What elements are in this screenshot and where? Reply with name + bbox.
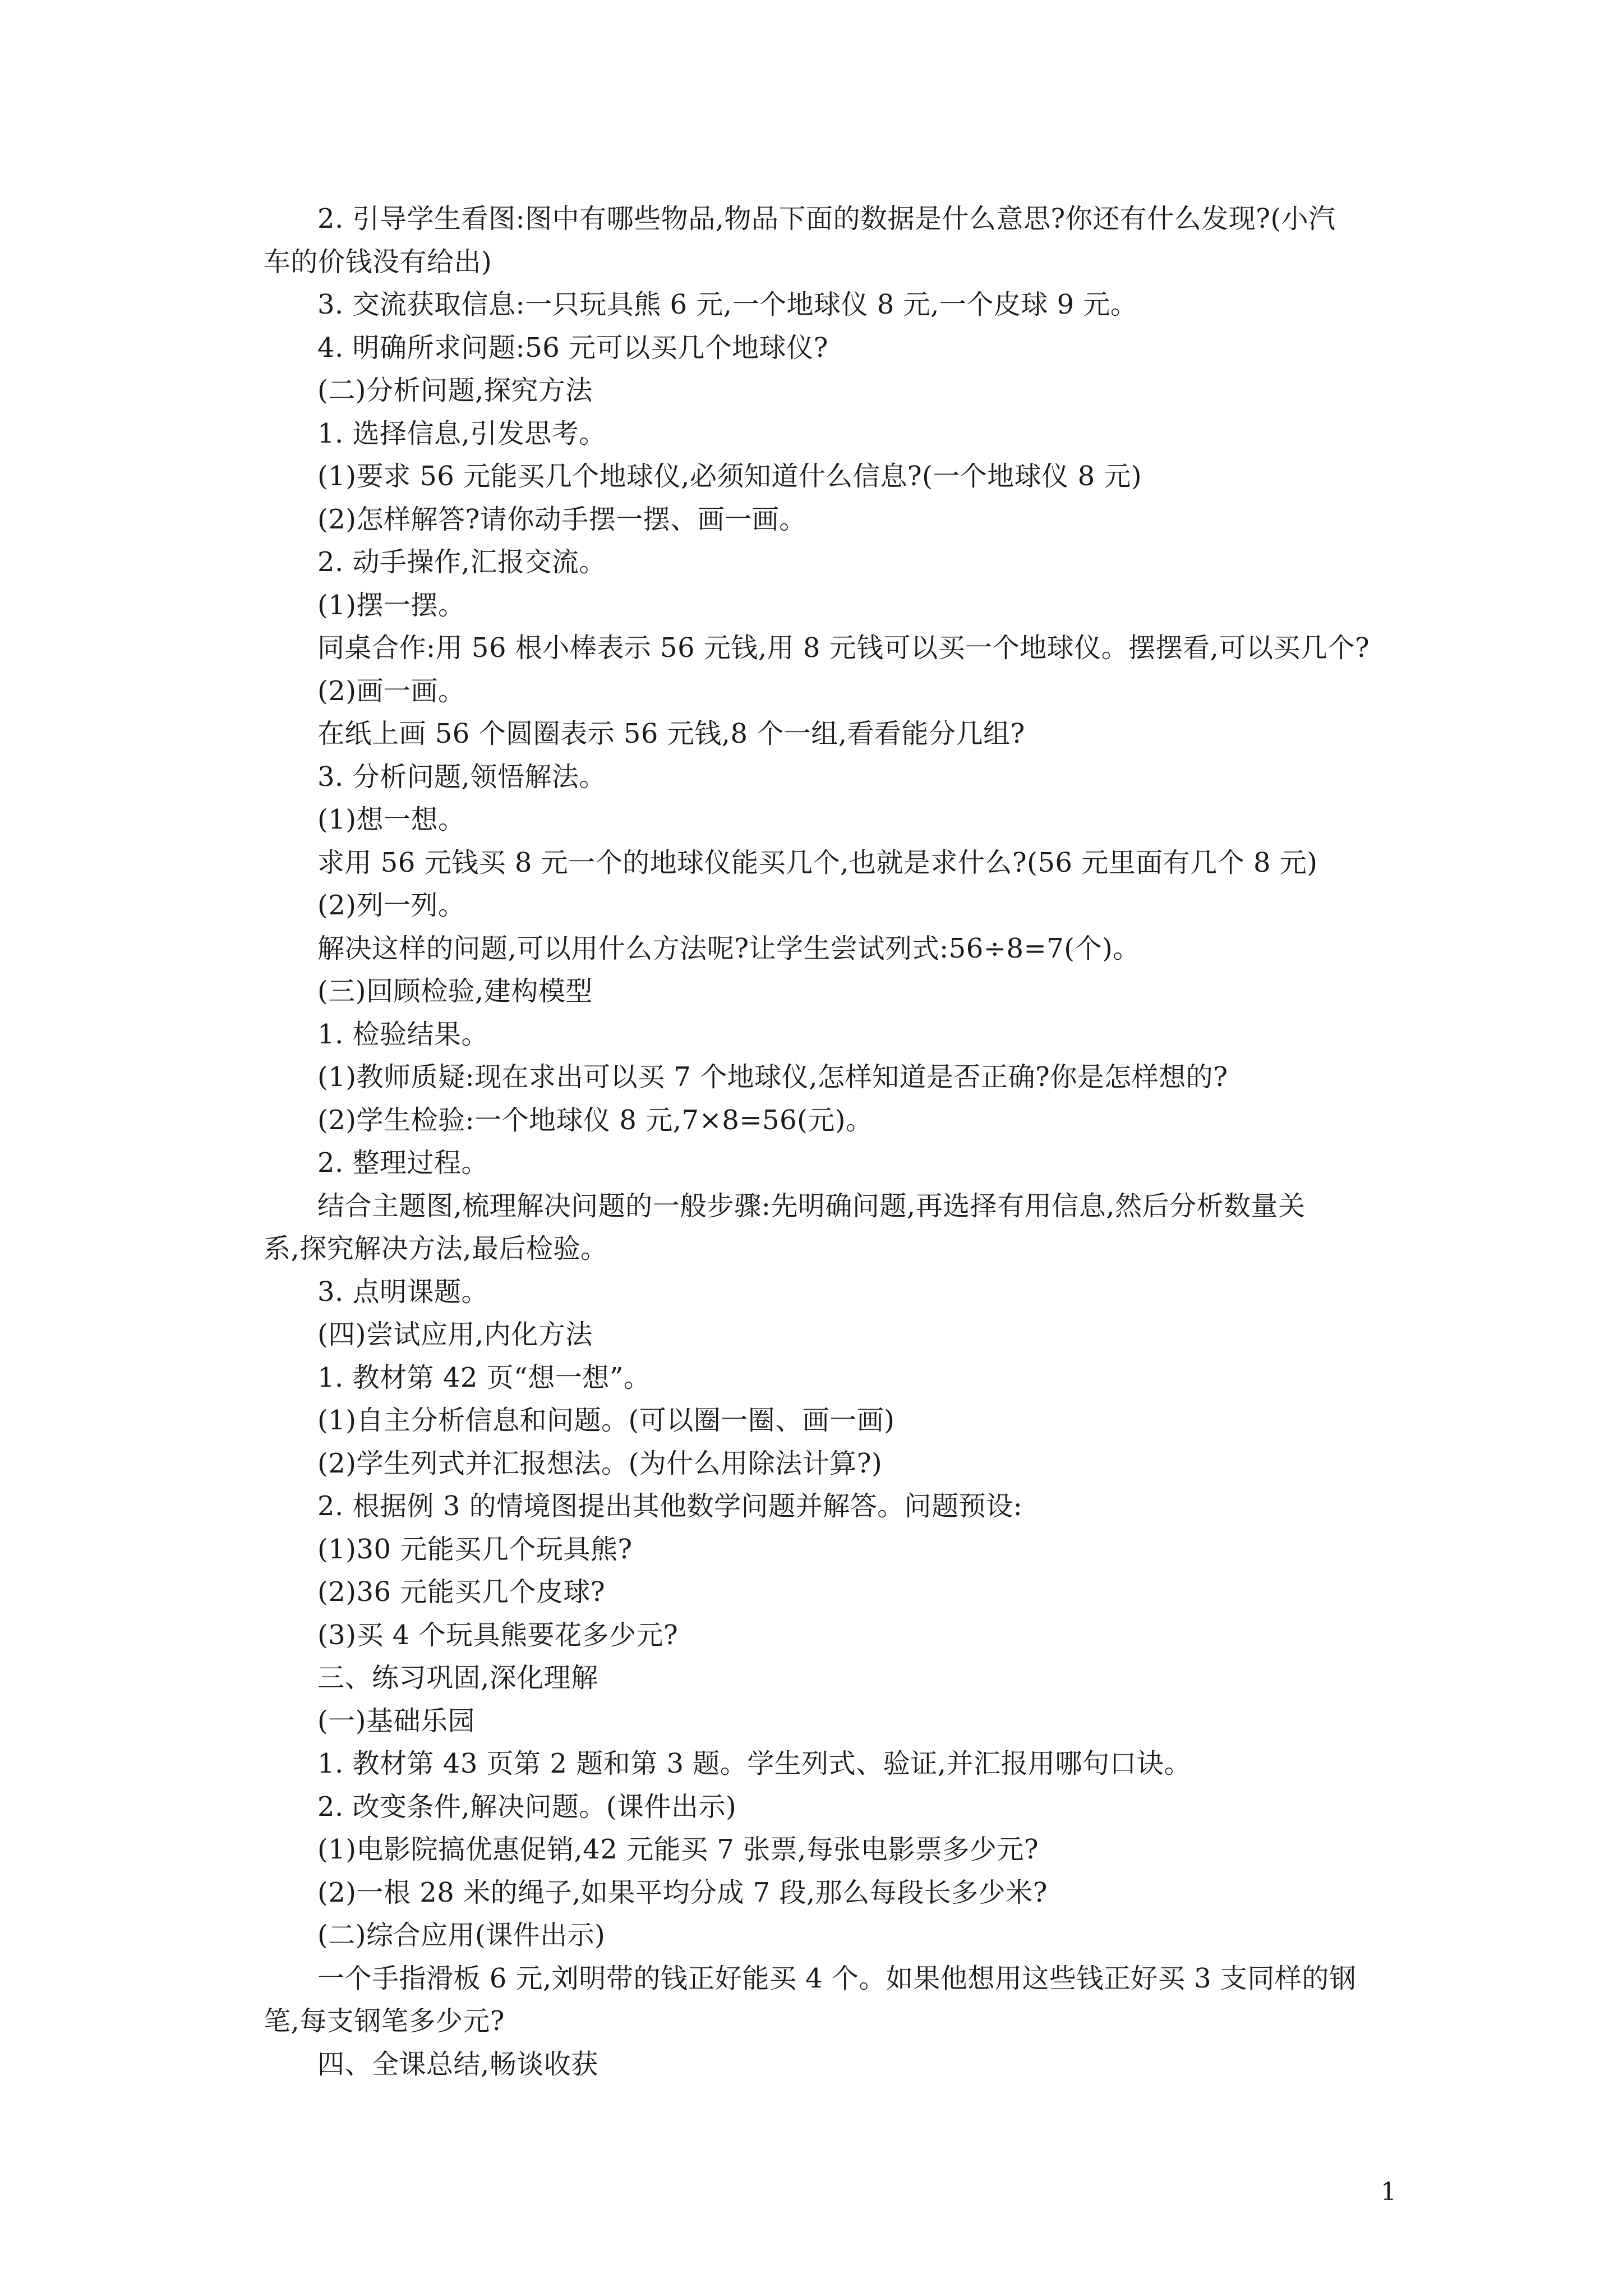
text-line: (一)基础乐园	[317, 1705, 475, 1737]
text-line: 2. 引导学生看图:图中有哪些物品,物品下面的数据是什么意思?你还有什么发现?(小汽	[317, 203, 1336, 234]
text-line: (2)36 元能买几个皮球?	[317, 1576, 606, 1608]
text-line: 四、全课总结,畅谈收获	[317, 2048, 598, 2080]
text-line: (2)学生检验:一个地球仪 8 元,7×8=56(元)。	[317, 1104, 873, 1136]
text-line: 2. 根据例 3 的情境图提出其他数学问题并解答。问题预设:	[317, 1490, 1023, 1522]
text-line: (1)要求 56 元能买几个地球仪,必须知道什么信息?(一个地球仪 8 元)	[317, 461, 1142, 492]
text-line: (3)买 4 个玩具熊要花多少元?	[317, 1619, 679, 1651]
text-line: (1)30 元能买几个玩具熊?	[317, 1533, 633, 1565]
text-line: 1. 教材第 42 页“想一想”。	[317, 1361, 651, 1393]
text-line: (2)怎样解答?请你动手摆一摆、画一画。	[317, 503, 806, 535]
text-line: (2)一根 28 米的绳子,如果平均分成 7 段,那么每段长多少米?	[317, 1876, 1048, 1908]
text-line: (2)画一画。	[317, 675, 465, 707]
text-line: 同桌合作:用 56 根小棒表示 56 元钱,用 8 元钱可以买一个地球仪。摆摆看,可以买几个?	[317, 632, 1370, 664]
text-line: 2. 整理过程。	[317, 1147, 489, 1179]
text-line: (四)尝试应用,内化方法	[317, 1319, 593, 1350]
text-line: 求用 56 元钱买 8 元一个的地球仪能买几个,也就是求什么?(56 元里面有几个 8 元)	[317, 846, 1318, 878]
text-line: (三)回顾检验,建构模型	[317, 976, 593, 1007]
text-line: 一个手指滑板 6 元,刘明带的钱正好能买 4 个。如果他想用这些钱正好买 3 支同样的钢	[317, 1962, 1357, 1994]
text-line: 2. 动手操作,汇报交流。	[317, 546, 606, 578]
text-line: (1)电影院搞优惠促销,42 元能买 7 张票,每张电影票多少元?	[317, 1834, 1039, 1865]
text-line: 三、练习巩固,深化理解	[317, 1662, 598, 1694]
text-line: (1)自主分析信息和问题。(可以圈一圈、画一画)	[317, 1405, 895, 1436]
text-line: 1. 检验结果。	[317, 1018, 489, 1050]
text-line: 3. 交流获取信息:一只玩具熊 6 元,一个地球仪 8 元,一个皮球 9 元。	[317, 289, 1138, 320]
text-line: 1. 教材第 43 页第 2 题和第 3 题。学生列式、验证,并汇报用哪句口诀。	[317, 1748, 1192, 1779]
text-line: (1)想一想。	[317, 804, 465, 835]
text-line: 结合主题图,梳理解决问题的一般步骤:先明确问题,再选择有用信息,然后分析数量关	[317, 1190, 1306, 1222]
document-body	[264, 197, 1391, 2086]
text-line: 1. 选择信息,引发思考。	[317, 417, 606, 449]
text-line: 系,探究解决方法,最后检验。	[264, 1233, 608, 1264]
text-line: (2)学生列式并汇报想法。(为什么用除法计算?)	[317, 1447, 883, 1479]
text-line: (1)教师质疑:现在求出可以买 7 个地球仪,怎样知道是否正确?你是怎样想的?	[317, 1061, 1228, 1093]
text-line: 笔,每支钢笔多少元?	[264, 2005, 505, 2037]
text-line: (1)摆一摆。	[317, 589, 465, 621]
text-line: 3. 点明课题。	[317, 1276, 489, 1308]
text-line: 车的价钱没有给出)	[264, 246, 492, 278]
text-line: 3. 分析问题,领悟解法。	[317, 761, 606, 793]
text-line: 解决这样的问题,可以用什么方法呢?让学生尝试列式:56÷8=7(个)。	[317, 932, 1140, 964]
text-line: 在纸上画 56 个圆圈表示 56 元钱,8 个一组,看看能分几组?	[317, 718, 1025, 749]
text-line: (2)列一列。	[317, 890, 465, 921]
text-line: 2. 改变条件,解决问题。(课件出示)	[317, 1791, 737, 1823]
text-line: 4. 明确所求问题:56 元可以买几个地球仪?	[317, 332, 828, 364]
text-line: (二)分析问题,探究方法	[317, 375, 593, 406]
page-number: 1	[1381, 2178, 1396, 2206]
text-line: (二)综合应用(课件出示)	[317, 1920, 606, 1951]
